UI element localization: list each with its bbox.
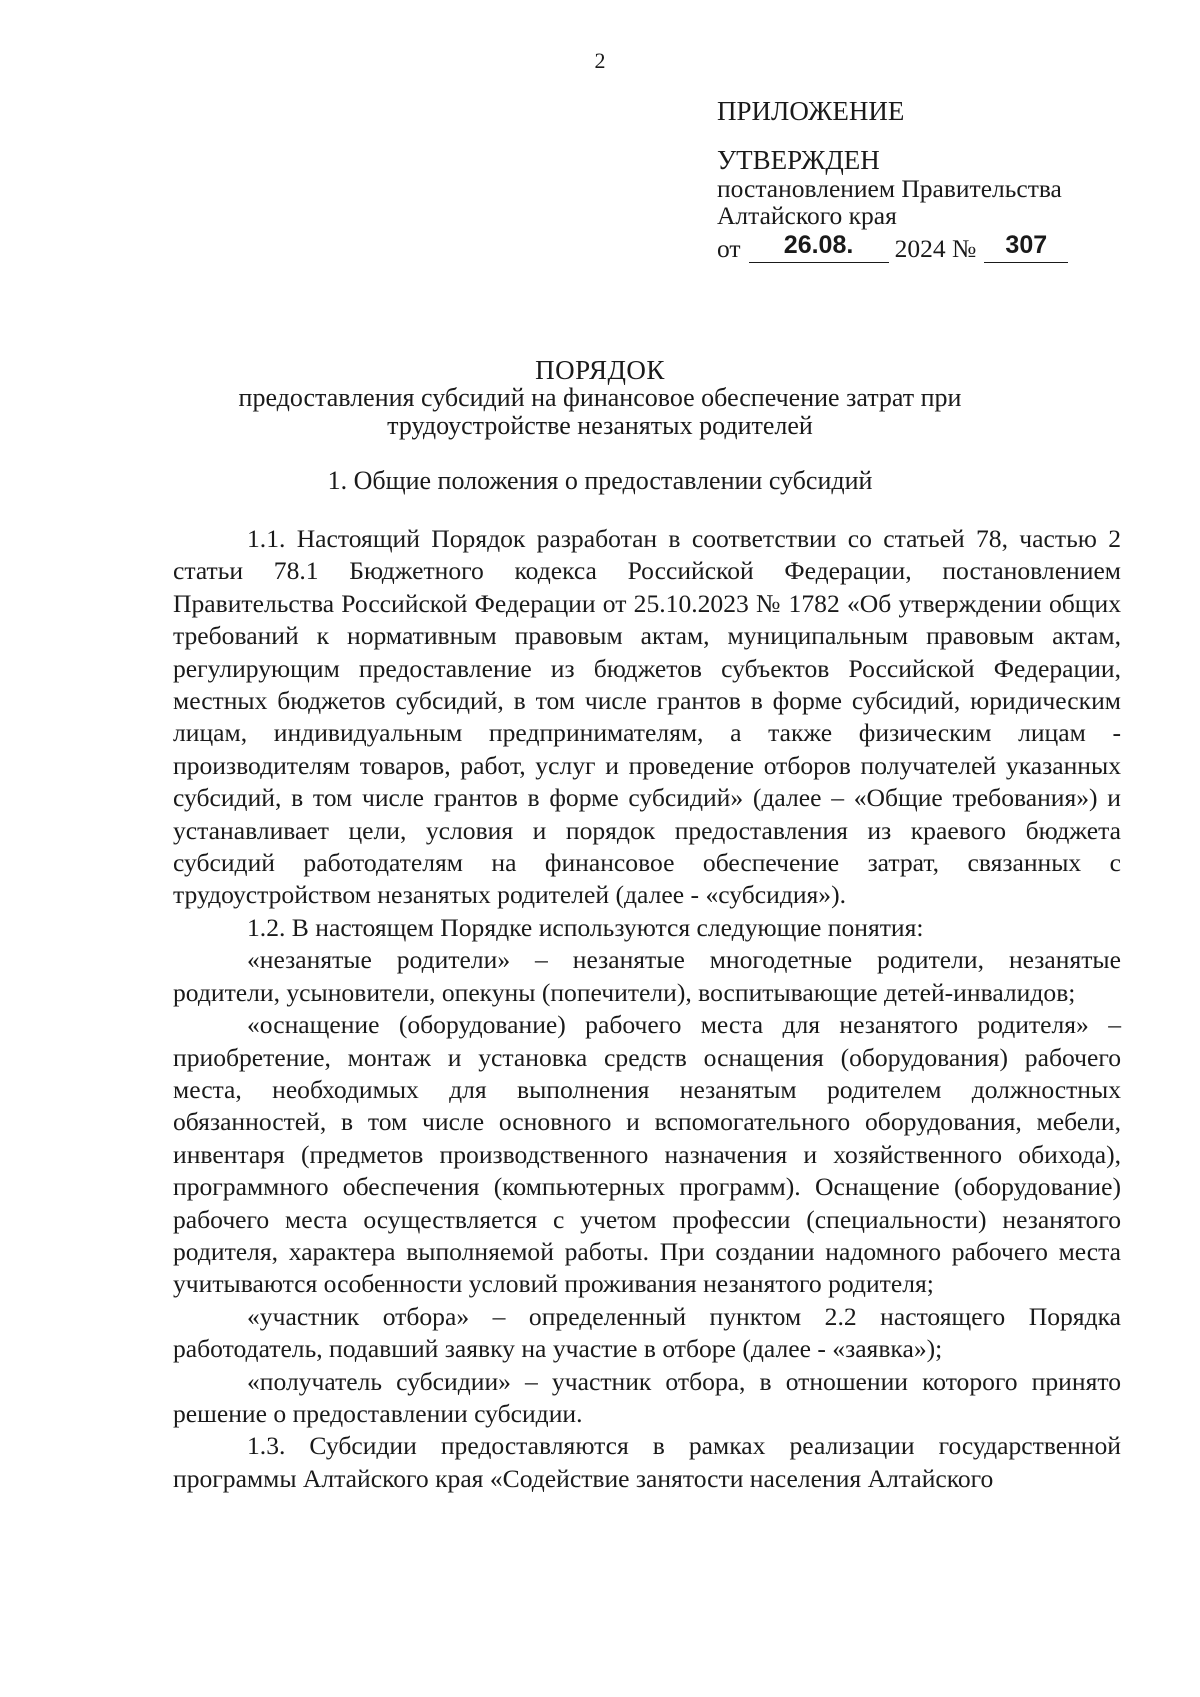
date-field [749, 231, 889, 263]
title-subtitle-line-2: трудоустройстве незанятых родителей [387, 411, 813, 440]
number-field [984, 231, 1068, 263]
document-title [0, 356, 1200, 440]
title-subtitle-line-1: предоставления субсидий на финансовое обеспечение затрат при [238, 383, 962, 412]
definition-workplace-equipment: «оснащение (оборудование) рабочего места для незанятого родителя» – приобретение, монтаж и установка средств оснащения (оборудования) рабочего места, необходимых для выполнения незанятым родителем должностных обязанностей, в том числе основного и вспомогательного оборудования, мебели, инвентаря (предметов производственного назначения и хозяйственного обихода), программного обеспечения (компьютерных программ). Оснащение (оборудование) рабочего места осуществляется с учетом профессии (специальности) незанятого родителя, характера выполняемой работы. При создании надомного рабочего места учитываются особенности условий проживания незанятого родителя; [173, 1010, 1121, 1299]
definition-unemployed-parents: «незанятые родители» – незанятые многодетные родители, незанятые родители, усыновители, опекуны (попечители), воспитывающие детей-инвалидов; [173, 945, 1121, 1007]
number-value: 307 [1005, 231, 1048, 259]
paragraph-1-1: 1.1. Настоящий Порядок разработан в соответствии со статьей 78, частью 2 статьи 78.1 Бюджетного кодекса Российской Федерации, постановлением Правительства Российской Федерации от 25.10.2023 № 1782 «Об утверждении общих требований к нормативным правовым актам, муниципальным правовым актам, регулирующим предоставление из бюджетов субъектов Российской Федерации, местных бюджетов субсидий, в том числе грантов в форме субсидий, юридическим лицам, индивидуальным предпринимателям, а также физическим лицам - производителям товаров, работ, услуг и проведение отборов получателей указанных субсидий, в том числе грантов в форме субсидий» (далее – «Общие требования») и устанавливает цели, условия и порядок предоставления из краевого бюджета субсидий работодателям на финансовое обеспечение затрат, связанных с трудоустройством незанятых родителей (далее - «субсидия»). [173, 524, 1121, 910]
body-text [173, 523, 1121, 1495]
from-label: от [717, 234, 741, 263]
appendix-label: ПРИЛОЖЕНИЕ [717, 96, 905, 126]
approval-block [717, 98, 1157, 263]
date-value: 26.08. [783, 231, 854, 259]
resolution-date-line [717, 231, 1157, 263]
approved-label: УТВЕРЖДЕН [717, 145, 880, 175]
title-heading: ПОРЯДОК [535, 355, 665, 385]
approved-by-line-1: постановлением Правительства [717, 174, 1062, 203]
paragraph-1-2: 1.2. В настоящем Порядке используются следующие понятия: [247, 912, 924, 942]
paragraph-1-3: 1.3. Субсидии предоставляются в рамках реализации государственной программы Алтайского края «Содействие занятости населения Алтайского [173, 1431, 1121, 1493]
approved-by-line-2: Алтайского края [717, 201, 897, 230]
definition-subsidy-recipient: «получатель субсидии» – участник отбора, в отношении которого принято решение о предоставлении субсидии. [173, 1366, 1121, 1428]
definition-selection-participant: «участник отбора» – определенный пунктом 2.2 настоящего Порядка работодатель, подавший заявку на участие в отборе (далее - «заявка»); [173, 1301, 1121, 1364]
year-number-label: 2024 № [894, 234, 977, 263]
page-number: 2 [594, 48, 606, 73]
section-heading: 1. Общие положения о предоставлении субсидий [327, 466, 873, 495]
